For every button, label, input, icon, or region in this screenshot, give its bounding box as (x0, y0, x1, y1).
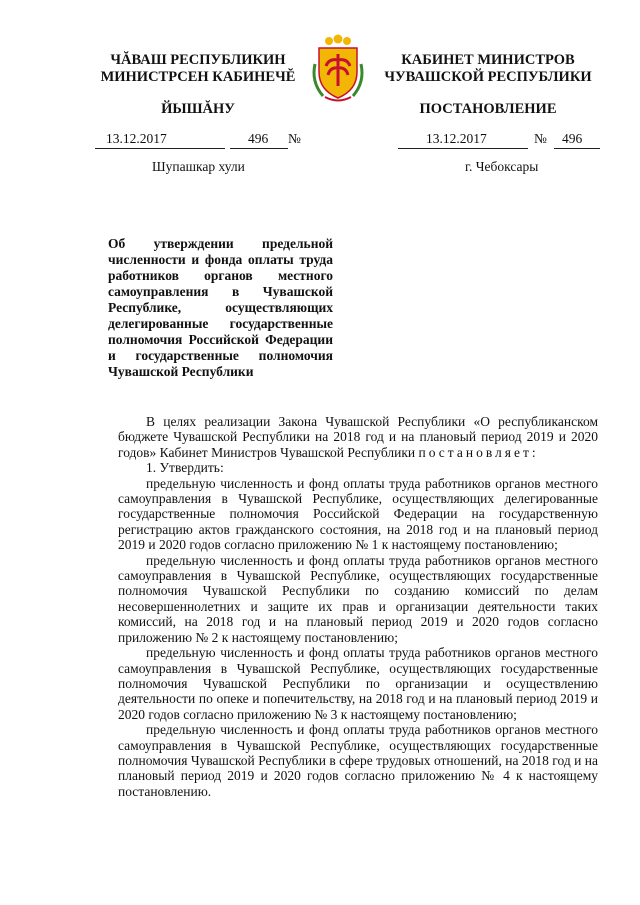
place-right: г. Чебоксары (465, 159, 539, 174)
header-left-block (88, 52, 308, 86)
body-paragraph-3: предельную численность и фонд оплаты труда работников органов местного самоуправления в Чувашской Республике, осуществляющих государственные полномочия Чувашской Республики по организации и осуществлению деятельности по опеке и попечительству, на 2018 год и на плановый период 2019 и 2020 годов согласно приложению № 3 к настоящему постановлению; (118, 645, 598, 722)
coat-of-arms-emblem (309, 34, 367, 104)
left-date-underline (95, 148, 225, 149)
left-number: 496 (248, 131, 269, 146)
document-body (118, 414, 598, 799)
emblem-crowns (325, 35, 351, 46)
right-number: 496 (562, 131, 583, 146)
body-paragraph-1: предельную численность и фонд оплаты труда работников органов местного самоуправления в Чувашской Республике, осуществляющих делегированные государственные полномочия Российской Федерации на государственную регистрацию актов гражданского состояния, на 2018 год и на плановый период 2019 и 2020 годов согласно приложению № 1 к настоящему постановлению; (118, 475, 598, 553)
right-date-underline (398, 148, 528, 149)
header-left-line2: МИНИСТРСЕН КАБИНЕЧĔ (100, 69, 296, 85)
body-intro-verb: постановляет: (418, 444, 539, 460)
left-date: 13.12.2017 (106, 131, 167, 146)
body-paragraph-4: предельную численность и фонд оплаты труда работников органов местного самоуправления в Чувашской Республике, осуществляющих государственные полномочия Чувашской Республики в сфере трудовых отношений, на 2018 год и на плановый период 2019 и 2020 годов согласно приложению № 4 к настоящему постановлению. (118, 722, 598, 799)
left-number-underline (230, 148, 288, 149)
header-right-block (368, 52, 608, 86)
document-title: Об утверждении предельной численности и фонда оплаты труда работников органов местного самоуправления в Чувашской Республике, осуществляющих делегированные государственные полномочия Российской Федерации и государственные полномочия Чувашской Республики (108, 236, 333, 379)
right-date: 13.12.2017 (426, 131, 487, 146)
right-number-sign: № (534, 131, 547, 146)
header-right-line1: КАБИНЕТ МИНИСТРОВ (401, 52, 575, 68)
header-right-line2: ЧУВАШСКОЙ РЕСПУБЛИКИ (384, 69, 592, 85)
body-intro-text: В целях реализации Закона Чувашской Республики «О республиканском бюджете Чувашской Республики на 2018 год и на плановый период 2019 и 2020 годов» Кабинет Министров Чувашской Республики (118, 414, 598, 460)
header-left-line1: ЧĂВАШ РЕСПУБЛИКИН (110, 52, 286, 68)
body-item1: 1. Утвердить: (146, 460, 224, 476)
header-left-doc-type: ЙЫШĂНУ (161, 101, 235, 117)
left-number-sign: № (288, 131, 301, 146)
header-right-doc-type: ПОСТАНОВЛЕНИЕ (419, 101, 557, 117)
right-number-underline (554, 148, 600, 149)
body-paragraph-2: предельную численность и фонд оплаты труда работников органов местного самоуправления в Чувашской Республике, осуществляющих государственные полномочия Чувашской Республики по созданию комиссий по делам несовершеннолетних и защите их прав и организации деятельности таких комиссий, на 2018 год и на плановый период 2019 и 2020 годов согласно приложению № 2 к настоящему постановлению; (118, 552, 598, 645)
body-intro (118, 414, 598, 460)
place-left: Шупашкар хули (152, 159, 245, 174)
